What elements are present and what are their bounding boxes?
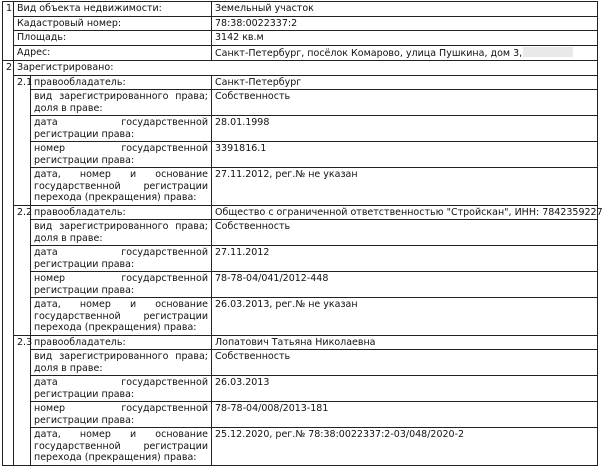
registration-number-value: 78-78-04/041/2012-448 (212, 272, 598, 298)
area-value: 3142 кв.м (212, 31, 598, 46)
holder-label: правообладатель: (31, 205, 212, 220)
holder-value: Санкт-Петербург (212, 75, 598, 90)
transfer-info-value: 26.03.2013, рег.№ не указан (212, 298, 598, 336)
right-type-value: Собственность (212, 350, 598, 376)
table-row (3, 116, 598, 142)
table-row (3, 90, 598, 116)
registry-table (2, 1, 603, 466)
address-cell (212, 45, 598, 61)
table-row (3, 61, 598, 76)
registration-date-value: 27.11.2012 (212, 246, 598, 272)
transfer-info-label: дата, номер и основание государственной регистрации перехода (прекращения) права: (31, 428, 212, 466)
table-row (3, 31, 598, 46)
registration-date-value: 26.03.2013 (212, 376, 598, 402)
right-type-value: Собственность (212, 220, 598, 246)
registered-heading: Зарегистрировано: (14, 61, 598, 76)
redaction-mask (523, 47, 573, 57)
registration-date-value: 28.01.1998 (212, 116, 598, 142)
registration-number-label: номер государственной регистрации права: (31, 402, 212, 428)
registration-number-value: 78-78-04/008/2013-181 (212, 402, 598, 428)
table-row (3, 350, 598, 376)
holder-label: правообладатель: (31, 335, 212, 350)
section-number: 2. (3, 61, 14, 466)
registration-number-label: номер государственной регистрации права: (31, 142, 212, 168)
table-row (3, 168, 598, 206)
registration-date-label: дата государственной регистрации права: (31, 376, 212, 402)
cadastral-number-label: Кадастровый номер: (14, 16, 212, 31)
object-type-label: Вид объекта недвижимости: (14, 2, 212, 17)
holder-value: Лопатович Татьяна Николаевна (212, 335, 598, 350)
table-row (3, 272, 598, 298)
cadastral-number-value: 78:38:0022337:2 (212, 16, 598, 31)
transfer-info-value: 27.11.2012, рег.№ не указан (212, 168, 598, 206)
holder-value: Общество с ограниченной ответственностью "Стройскан", ИНН: 7842359227 (212, 205, 598, 220)
table-row (3, 205, 598, 220)
table-row (3, 16, 598, 31)
holder-number: 2.1 (14, 75, 31, 205)
registration-date-label: дата государственной регистрации права: (31, 116, 212, 142)
table-row (3, 402, 598, 428)
area-label: Площадь: (14, 31, 212, 46)
holder-number: 2.2 (14, 205, 31, 335)
table-row (3, 246, 598, 272)
table-row (3, 298, 598, 336)
section-number: 1. (3, 2, 14, 61)
right-type-label: вид зарегистрированного права; доля в праве: (31, 90, 212, 116)
table-row (3, 2, 598, 17)
transfer-info-value: 25.12.2020, рег.№ 78:38:0022337:2-03/048/2020-2 (212, 428, 598, 466)
transfer-info-label: дата, номер и основание государственной регистрации перехода (прекращения) права: (31, 298, 212, 336)
address-label: Адрес: (14, 45, 212, 61)
address-value: Санкт-Петербург, посёлок Комарово, улица Пушкина, дом 3, (215, 47, 523, 59)
table-row (3, 428, 598, 466)
right-type-label: вид зарегистрированного права; доля в праве: (31, 220, 212, 246)
table-row (3, 335, 598, 350)
table-row (3, 75, 598, 90)
object-type-value: Земельный участок (212, 2, 598, 17)
table-row (3, 220, 598, 246)
table-row (3, 376, 598, 402)
table-row (3, 142, 598, 168)
registration-number-label: номер государственной регистрации права: (31, 272, 212, 298)
right-type-label: вид зарегистрированного права; доля в праве: (31, 350, 212, 376)
table-row (3, 45, 598, 61)
registration-number-value: 3391816.1 (212, 142, 598, 168)
holder-label: правообладатель: (31, 75, 212, 90)
right-type-value: Собственность (212, 90, 598, 116)
transfer-info-label: дата, номер и основание государственной регистрации перехода (прекращения) права: (31, 168, 212, 206)
registration-date-label: дата государственной регистрации права: (31, 246, 212, 272)
holder-number: 2.3 (14, 335, 31, 465)
